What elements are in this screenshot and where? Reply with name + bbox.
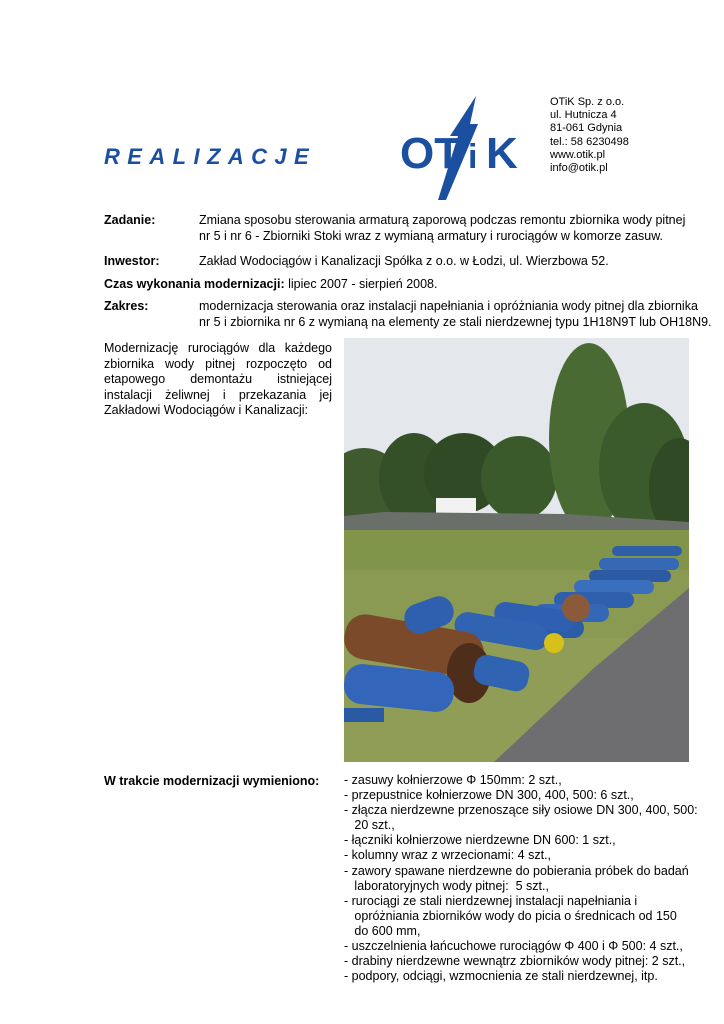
company-website: www.otik.pl bbox=[550, 148, 606, 161]
list-item: - łączniki kołnierzowe nierdzewne DN 600: 1 szt., bbox=[344, 833, 616, 848]
list-item: laboratoryjnych wody pitnej: 5 szt., bbox=[344, 878, 549, 893]
company-info bbox=[550, 96, 629, 175]
logo-text-i: i bbox=[468, 138, 478, 176]
list-item: - rurociągi ze stali nierdzewnej instalacji napełniania i bbox=[344, 893, 638, 908]
scope-label: Zakres: bbox=[104, 299, 149, 313]
list-item: - zawory spawane nierdzewne do pobierania próbek do badań bbox=[344, 863, 689, 878]
scope-line-1: modernizacja sterowania oraz instalacji napełniania i opróżniania wody pitnej dla zbiornika bbox=[199, 299, 698, 313]
list-item: - podpory, odciągi, wzmocnienia ze stali nierdzewnej, itp. bbox=[344, 969, 658, 984]
list-item: - przepustnice kołnierzowe DN 300, 400, 500: 6 szt., bbox=[344, 788, 634, 803]
scope-line-2: nr 5 i zbiornika nr 6 z wymianą na elementy ze stali nierdzewnej typu 1H18N9T lub OH18N9. bbox=[199, 315, 712, 329]
list-item: - uszczelnienia łańcuchowe rurociągów Φ 400 i Φ 500: 4 szt., bbox=[344, 939, 683, 954]
time-row bbox=[104, 276, 437, 292]
investor-label: Inwestor: bbox=[104, 254, 160, 268]
logo-text-ot: OT bbox=[400, 129, 462, 178]
time-label: Czas wykonania modernizacji: bbox=[104, 277, 285, 291]
replaced-list bbox=[344, 773, 714, 984]
company-city: 81-061 Gdynia bbox=[550, 122, 623, 135]
company-name: OTiK Sp. z o.o. bbox=[550, 96, 625, 108]
task-label: Zadanie: bbox=[104, 213, 156, 227]
list-item: - zasuwy kołnierzowe Φ 150mm: 2 szt., bbox=[344, 773, 562, 787]
list-item: - złącza nierdzewne przenoszące siły osiowe DN 300, 400, 500: bbox=[344, 803, 698, 818]
company-phone: tel.: 58 6230498 bbox=[550, 135, 629, 148]
page-title: REALIZACJE bbox=[104, 144, 317, 169]
task-line-1: Zmiana sposobu sterowania armaturą zaporową podczas remontu zbiornika wody pitnej bbox=[199, 213, 686, 227]
list-item: opróżniania zbiorników wody do picia o średnicach od 150 bbox=[344, 908, 677, 923]
list-item: - kolumny wraz z wrzecionami: 4 szt., bbox=[344, 848, 551, 863]
time-value: lipiec 2007 - sierpień 2008. bbox=[284, 277, 438, 291]
list-item: do 600 mm, bbox=[344, 923, 421, 938]
replaced-label: W trakcie modernizacji wymieniono: bbox=[104, 774, 320, 788]
intro-paragraph: Modernizację rurociągów dla każdego zbiornika wody pitnej rozpoczęto od etapowego demontażu istniejącej instalacji żeliwnej i przekazania jej Zakładowi Wodociągów i Kanalizacji: bbox=[104, 341, 332, 417]
company-email: info@otik.pl bbox=[550, 162, 608, 175]
scope-text bbox=[199, 298, 714, 330]
task-line-2: nr 5 i nr 6 - Zbiorniki Stoki wraz z wymianą armatury i rurociągów w komorze zasuw. bbox=[199, 229, 664, 243]
logo-text-k: K bbox=[486, 129, 518, 178]
task-text bbox=[199, 212, 709, 244]
investor-value: Zakład Wodociągów i Kanalizacji Spółka z o.o. w Łodzi, ul. Wierzbowa 52. bbox=[199, 254, 609, 268]
pipes-photo bbox=[344, 338, 689, 762]
list-item: - drabiny nierdzewne wewnątrz zbiorników wody pitnej: 2 szt., bbox=[344, 954, 686, 969]
company-street: ul. Hutnicza 4 bbox=[550, 109, 617, 122]
otik-logo bbox=[398, 96, 538, 200]
list-item: 20 szt., bbox=[344, 818, 395, 833]
